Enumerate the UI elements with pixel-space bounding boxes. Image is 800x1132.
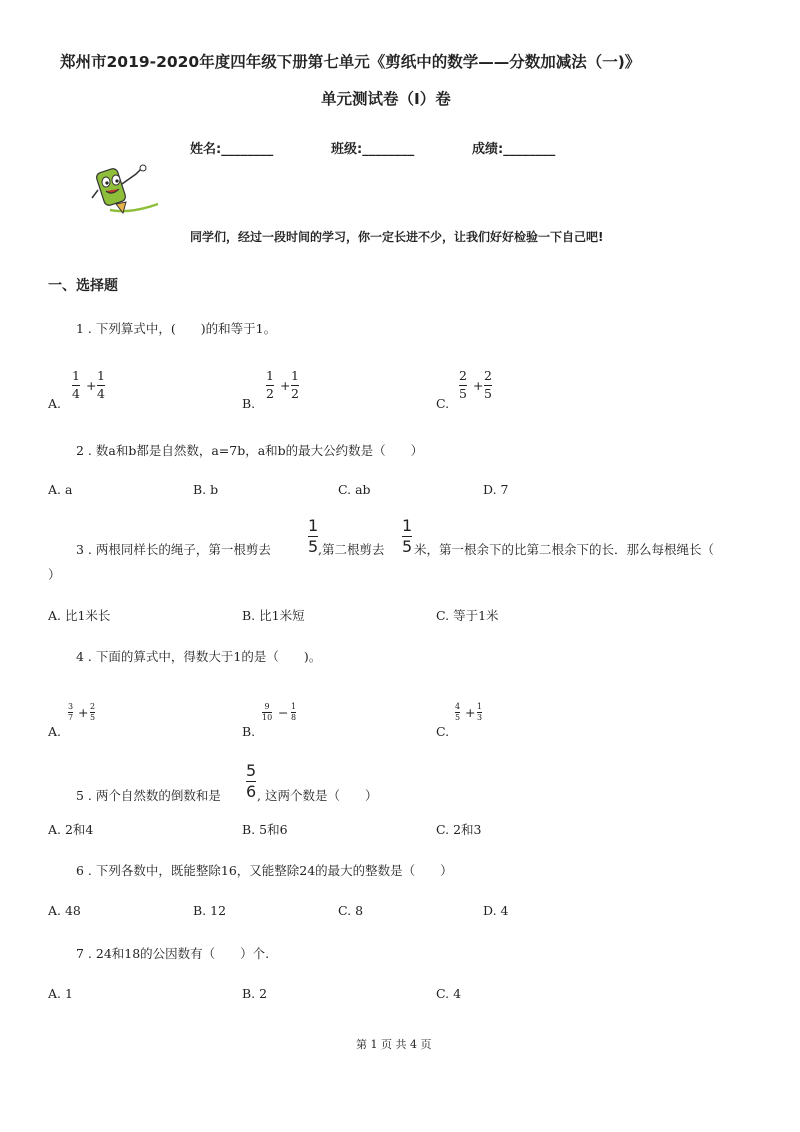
q6-option-a[interactable]: A. 48: [48, 903, 81, 918]
question-7-stem: 7 . 24和18的公因数有（ ）个.: [76, 946, 270, 961]
question-1-stem: 1 . 下列算式中，( )的和等于1。: [76, 321, 277, 336]
class-field-label: 班级:________: [331, 142, 415, 157]
q7-option-a[interactable]: A. 1: [48, 986, 73, 1001]
q1-option-c-label[interactable]: C.: [436, 396, 450, 411]
score-field-label: 成绩:________: [472, 142, 556, 157]
q1-a-operator: +: [86, 378, 97, 393]
q1-b-fraction-2: 1 2: [291, 368, 299, 401]
q3-option-c[interactable]: C. 等于1米: [436, 608, 499, 623]
q2-option-c[interactable]: C. ab: [338, 482, 371, 497]
q3-option-a[interactable]: A. 比1米长: [48, 608, 111, 623]
q7-option-c[interactable]: C. 4: [436, 986, 462, 1001]
q4-option-a-label[interactable]: A.: [48, 724, 62, 739]
q2-option-d[interactable]: D. 7: [483, 482, 509, 497]
question-5-stem-part2: , 这两个数是（ ）: [257, 788, 378, 803]
q4-option-b-label[interactable]: B.: [242, 724, 256, 739]
q2-option-a[interactable]: A. a: [48, 482, 73, 497]
q6-option-b[interactable]: B. 12: [193, 903, 227, 918]
q4-a-fraction-1: 3 7: [68, 702, 74, 722]
q5-fraction: 5 6: [246, 761, 257, 801]
q4-c-operator: +: [465, 705, 476, 720]
q3-fraction-1: 1 5: [308, 516, 319, 556]
q1-option-a-label[interactable]: A.: [48, 396, 62, 411]
question-5-stem-part1: 5 . 两个自然数的倒数和是: [76, 788, 221, 803]
question-3-stem-part3: 米，第一根余下的比第二根余下的长．那么每根绳长（: [414, 542, 715, 557]
q5-option-b[interactable]: B. 5和6: [242, 822, 288, 837]
question-3-stem-part1: 3 . 两根同样长的绳子，第一根剪去: [76, 542, 271, 557]
q5-option-c[interactable]: C. 2和3: [436, 822, 482, 837]
question-3-stem-part4: ）: [48, 567, 61, 582]
pencil-mascot-icon: [90, 160, 162, 216]
q4-b-fraction-2: 1 8: [291, 702, 297, 722]
q6-option-c[interactable]: C. 8: [338, 903, 364, 918]
page-title-line2: 单元测试卷（I）卷: [321, 90, 451, 108]
page-title-line1: 郑州市2019-2020年度四年级下册第七单元《剪纸中的数学——分数加减法（一)》: [60, 53, 641, 71]
question-2-stem: 2 . 数a和b都是自然数，a=7b，a和b的最大公约数是（ ）: [76, 443, 424, 458]
q1-a-fraction-1: 1 4: [72, 368, 80, 401]
q7-option-b[interactable]: B. 2: [242, 986, 268, 1001]
question-4-stem: 4 . 下面的算式中，得数大于1的是（ )。: [76, 649, 322, 664]
q1-option-b-label[interactable]: B.: [242, 396, 256, 411]
q4-c-fraction-2: 1 3: [477, 702, 483, 722]
q4-b-fraction-1: 9 10: [262, 702, 273, 722]
name-field-label: 姓名:________: [190, 142, 274, 157]
q1-c-fraction-1: 2 5: [459, 368, 467, 401]
q5-option-a[interactable]: A. 2和4: [48, 822, 94, 837]
q4-option-c-label[interactable]: C.: [436, 724, 450, 739]
question-3-stem-part2: ,第二根剪去: [318, 542, 385, 557]
q4-b-operator: −: [278, 705, 289, 720]
greeting-text: 同学们，经过一段时间的学习，你一定长进不少，让我们好好检验一下自己吧!: [190, 230, 604, 244]
q1-b-operator: +: [280, 378, 291, 393]
q4-a-operator: +: [78, 705, 89, 720]
q4-a-fraction-2: 2 5: [90, 702, 96, 722]
q1-a-fraction-2: 1 4: [97, 368, 105, 401]
q3-option-b[interactable]: B. 比1米短: [242, 608, 305, 623]
q2-option-b[interactable]: B. b: [193, 482, 219, 497]
question-6-stem: 6 . 下列各数中，既能整除16，又能整除24的最大的整数是（ ）: [76, 863, 453, 878]
q1-c-operator: +: [473, 378, 484, 393]
page-number: 第 1 页 共 4 页: [356, 1038, 432, 1051]
q1-c-fraction-2: 2 5: [484, 368, 492, 401]
q4-c-fraction-1: 4 5: [455, 702, 461, 722]
section-title: 一、选择题: [48, 278, 118, 294]
q3-fraction-2: 1 5: [402, 516, 413, 556]
q1-b-fraction-1: 1 2: [266, 368, 274, 401]
q6-option-d[interactable]: D. 4: [483, 903, 509, 918]
